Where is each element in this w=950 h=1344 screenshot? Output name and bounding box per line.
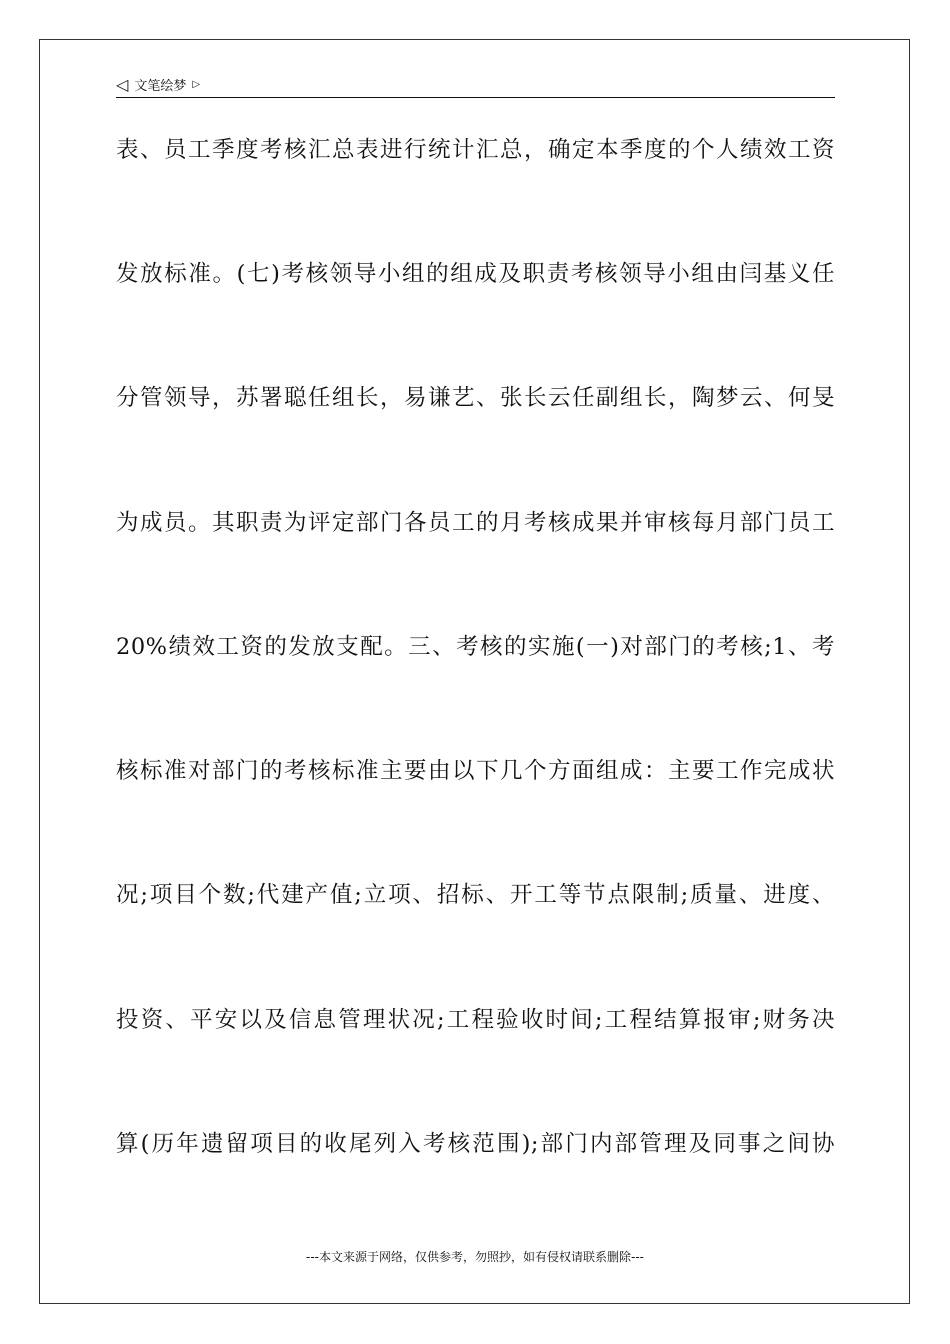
body-line: 20%绩效工资的发放支配。三、考核的实施(一)对部门的考核;1、考 bbox=[116, 634, 835, 660]
body-line: 为成员。其职责为评定部门各员工的月考核成果并审核每月部门员工 bbox=[116, 510, 835, 536]
body-line: 投资、平安以及信息管理状况;工程验收时间;工程结算报审;财务决 bbox=[116, 1007, 835, 1033]
body-line: 发放标准。(七)考核领导小组的组成及职责考核领导小组由闫基义任 bbox=[116, 261, 835, 287]
body-line: 分管领导，苏署聪任组长，易谦艺、张长云任副组长，陶梦云、何旻 bbox=[116, 385, 835, 411]
body-line: 况;项目个数;代建产值;立项、招标、开工等节点限制;质量、进度、 bbox=[116, 882, 835, 908]
header-title: 文笔绘梦 bbox=[134, 79, 187, 94]
triangle-right-icon: ▷ bbox=[192, 78, 201, 90]
page-header bbox=[116, 72, 835, 98]
body-line: 表、员工季度考核汇总表进行统计汇总，确定本季度的个人绩效工资 bbox=[116, 137, 835, 163]
page-border bbox=[39, 39, 910, 1304]
body-line: 算(历年遗留项目的收尾列入考核范围);部门内部管理及同事之间协 bbox=[116, 1131, 835, 1157]
body-line: 核标准对部门的考核标准主要由以下几个方面组成：主要工作完成状 bbox=[116, 758, 835, 784]
page-footer: ---本文来源于网络，仅供参考，勿照抄，如有侵权请联系删除--- bbox=[306, 1250, 644, 1264]
triangle-left-icon: ◁ bbox=[116, 74, 129, 94]
